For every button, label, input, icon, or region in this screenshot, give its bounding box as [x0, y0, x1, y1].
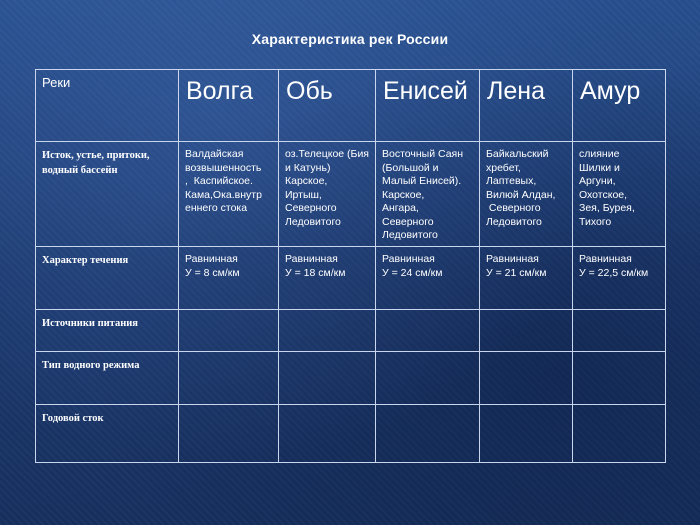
cell-text-line: У = 21 см/км [486, 266, 547, 279]
cell-text-line: Северного [382, 215, 434, 228]
cell-text-line: Ледовитого [285, 215, 341, 228]
cell-text-line: Байкальский хребет, [486, 148, 552, 174]
cell-text-line: Зея, Бурея, [579, 202, 635, 214]
cell-text-line: Карское, [285, 175, 328, 187]
cell-text-line: Ледовитого [382, 229, 438, 241]
table-cell [376, 352, 480, 405]
table-cell [376, 310, 480, 352]
cell-text-line: Равнинная [185, 253, 238, 265]
table-cell [376, 405, 480, 463]
table-cell [179, 405, 279, 463]
cell-text-line: У = 18 см/км [285, 266, 346, 279]
table-cell [376, 142, 480, 247]
table-cell [179, 310, 279, 352]
table-cell [480, 142, 573, 247]
table-cell [279, 310, 376, 352]
cell-text-line: У = 22,5 см/км [579, 266, 649, 279]
cell-text-line: Северного [486, 202, 541, 214]
table-cell [279, 247, 376, 310]
table-cell [480, 405, 573, 463]
cell-text-line: Иртыш, [285, 188, 322, 201]
river-header-ob: Обь [279, 70, 376, 142]
table-cell [573, 310, 666, 352]
cell-text-line: У = 24 см/км [382, 266, 443, 279]
row-label: Исток, устье, притоки, водный бассейн [36, 142, 179, 247]
row-label: Годовой сток [36, 405, 179, 463]
table-cell [179, 247, 279, 310]
table-row [36, 405, 666, 463]
table-cell [279, 405, 376, 463]
table-cell [573, 405, 666, 463]
row-label: Тип водного режима [36, 352, 179, 405]
river-header-yenisei: Енисей [376, 70, 480, 142]
table-cell [279, 352, 376, 405]
table-row [36, 142, 666, 247]
table-cell [179, 142, 279, 247]
cell-text-line: Лаптевых, [486, 175, 537, 187]
table-cell [573, 247, 666, 310]
cell-text-line: Кама,Ока.внутр еннего стока [185, 188, 265, 214]
river-header-amur: Амур [573, 70, 666, 142]
cell-text-line: Карское, [382, 188, 425, 201]
cell-text-line: Равнинная [579, 253, 632, 265]
row-label: Источники питания [36, 310, 179, 352]
table-cell [480, 247, 573, 310]
table-cell [179, 352, 279, 405]
table-cell [480, 310, 573, 352]
cell-text-line: Ангара, [382, 202, 419, 214]
table-row [36, 352, 666, 405]
river-header-volga: Волга [179, 70, 279, 142]
cell-text-line: Вилюй Алдан, [486, 188, 556, 201]
river-header-lena: Лена [480, 70, 573, 142]
cell-text-line: Шилки и [579, 161, 620, 174]
table-header-row [36, 70, 666, 142]
cell-text-line: Северного [285, 202, 337, 214]
cell-text-line: Аргуни, [579, 175, 616, 187]
cell-text-line: Равнинная [382, 253, 435, 265]
cell-text-line: У = 8 см/км [185, 266, 240, 279]
row-label: Характер течения [36, 247, 179, 310]
rivers-table [35, 69, 666, 463]
table-row [36, 247, 666, 310]
cell-text-line: Валдайская возвышенность [185, 148, 262, 174]
table-cell [480, 352, 573, 405]
cell-text-line: , Каспийское. [185, 175, 253, 187]
slide-title: Характеристика рек России [251, 31, 449, 47]
cell-text-line: Восточный Саян (Большой и Малый Енисей). [382, 148, 466, 187]
cell-text-line: слияние [579, 148, 620, 160]
table-row [36, 310, 666, 352]
corner-label: Реки [36, 70, 179, 142]
cell-text-line: Тихого [579, 215, 612, 228]
table-cell [573, 142, 666, 247]
cell-text-line: Охотское, [579, 188, 628, 201]
cell-text-line: оз.Телецкое (Бия и Катунь) [285, 148, 372, 174]
table-cell [573, 352, 666, 405]
cell-text-line: Равнинная [486, 253, 539, 265]
table-cell [376, 247, 480, 310]
table-cell [279, 142, 376, 247]
cell-text-line: Равнинная [285, 253, 338, 265]
cell-text-line: Ледовитого [486, 215, 542, 228]
